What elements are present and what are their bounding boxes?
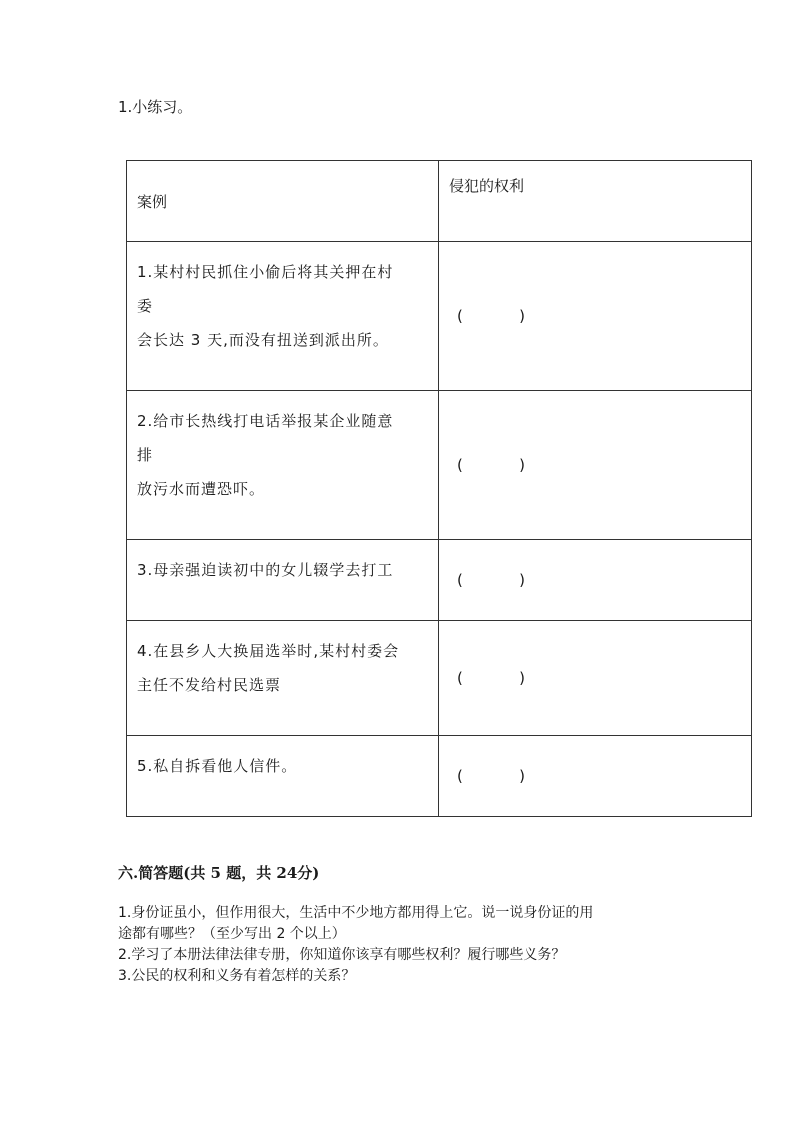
case-line: 主任不发给村民选票 (137, 676, 282, 694)
case-cell-5 (127, 736, 439, 817)
case-cell-1 (127, 242, 439, 391)
answer-cell-1[interactable] (439, 242, 752, 391)
close-paren: ) (519, 669, 525, 687)
close-paren: ) (519, 571, 525, 589)
close-paren: ) (519, 307, 525, 325)
case-line: 4.在县乡人大换届选举时,某村村委会 (137, 642, 400, 660)
case-line: 2.给市长热线打电话举报某企业随意 (137, 412, 394, 430)
answer-cell-3[interactable] (439, 540, 752, 621)
close-paren: ) (519, 456, 525, 474)
table-header-row (127, 161, 752, 242)
question-line: 2.学习了本册法律法律专册，你知道你该享有哪些权利？履行哪些义务？ (118, 947, 566, 963)
open-paren: ( (457, 456, 463, 474)
case-line: 5.私自拆看他人信件。 (137, 757, 298, 775)
table-row (127, 391, 752, 540)
answer-blank[interactable] (457, 456, 525, 474)
open-paren: ( (457, 307, 463, 325)
answer-blank[interactable] (457, 767, 525, 785)
case-cell-2 (127, 391, 439, 540)
header-case: 案例 (127, 161, 439, 242)
case-line: 3.母亲强迫读初中的女儿辍学去打工 (137, 561, 394, 579)
table-row (127, 242, 752, 391)
table-row (127, 736, 752, 817)
open-paren: ( (457, 767, 463, 785)
table-row (127, 540, 752, 621)
open-paren: ( (457, 571, 463, 589)
answer-blank[interactable] (457, 307, 525, 325)
case-line: 排 (137, 446, 154, 464)
question-line: 3.公民的权利和义务有着怎样的关系？ (118, 968, 356, 984)
case-line: 1.某村村民抓住小偷后将其关押在村 (137, 263, 394, 281)
section-title: 六.简答题(共 5 题，共 24分) (118, 864, 320, 882)
table-row (127, 621, 752, 736)
case-cell-3 (127, 540, 439, 621)
question-line: 1.身份证虽小，但作用很大，生活中不少地方都用得上它。说一说身份证的用 (118, 905, 594, 921)
case-line: 委 (137, 297, 154, 315)
exercise-title: 1.小练习。 (118, 98, 193, 116)
close-paren: ) (519, 767, 525, 785)
case-line: 会长达 3 天,而没有扭送到派出所。 (137, 331, 389, 349)
answer-cell-2[interactable] (439, 391, 752, 540)
question-list (118, 903, 678, 987)
answer-blank[interactable] (457, 571, 525, 589)
answer-cell-5[interactable] (439, 736, 752, 817)
cases-table (126, 160, 752, 817)
open-paren: ( (457, 669, 463, 687)
case-line: 放污水而遭恐吓。 (137, 480, 266, 498)
header-violated-right: 侵犯的权利 (439, 161, 752, 242)
answer-cell-4[interactable] (439, 621, 752, 736)
answer-blank[interactable] (457, 669, 525, 687)
case-cell-4 (127, 621, 439, 736)
question-line: 途都有哪些？（至少写出 2 个以上） (118, 926, 346, 942)
